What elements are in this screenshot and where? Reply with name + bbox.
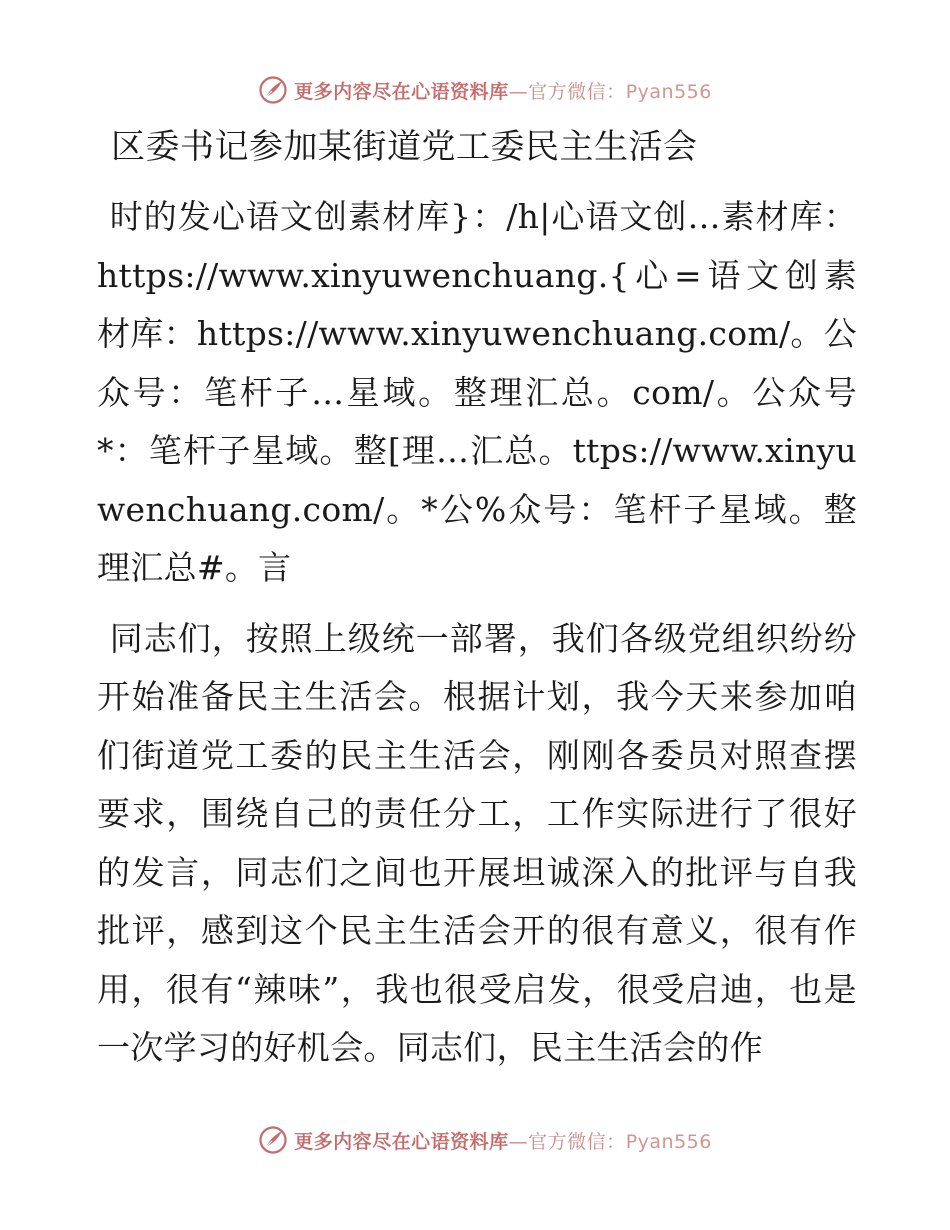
banner-wechat-id: Pyan556	[625, 1130, 712, 1153]
document-title: 区委书记参加某街道党工委民主生活会	[111, 127, 698, 167]
banner-official-label: 官方微信：	[528, 1130, 626, 1153]
paragraph-1-text: 时的发心语文创素材库}：/h|心语文创…素材库：https://www.xinyuwenchuang.{心=语文创素材库：https://www.xinyuwenchuang.com/。公众号：笔杆子…星域。整理汇总。com/。公众号*：笔杆子星域。整[理…汇总。ttps://www.xinyuwenchuang.com/。*公%众号：笔杆子星域。整理汇总#。言	[97, 197, 857, 587]
footer-banner-content	[258, 1125, 712, 1155]
banner-text	[294, 77, 712, 104]
quill-logo-icon	[258, 75, 288, 105]
paragraph-2-text: 同志们，按照上级统一部署，我们各级党组织纷纷开始准备民主生活会。根据计划，我今天来参加咱们街道党工委的民主生活会，刚刚各委员对照查摆要求，围绕自己的责任分工，工作实际进行了很好的发言，同志们之间也开展坦诚深入的批评与自我批评，感到这个民主生活会开的很有意义，很有作用，很有“辣味”，我也很受启发，很受启迪，也是一次学习的好机会。同志们，民主生活会的作	[97, 618, 857, 1067]
banner-separator: —	[508, 80, 529, 103]
document-body	[97, 118, 857, 1078]
banner-brand-text: 更多内容尽在心语资料库	[294, 80, 509, 103]
footer-watermark-banner	[0, 1120, 950, 1160]
banner-wechat-id: Pyan556	[625, 80, 712, 103]
banner-official-label: 官方微信：	[528, 80, 626, 103]
paragraph-1	[97, 188, 857, 598]
banner-brand-text: 更多内容尽在心语资料库	[294, 1130, 509, 1153]
banner-text	[294, 1127, 712, 1154]
header-watermark-banner	[0, 70, 950, 110]
quill-logo-icon	[258, 1125, 288, 1155]
header-banner-content	[258, 75, 712, 105]
paragraph-2	[97, 610, 857, 1078]
banner-separator: —	[508, 1130, 529, 1153]
